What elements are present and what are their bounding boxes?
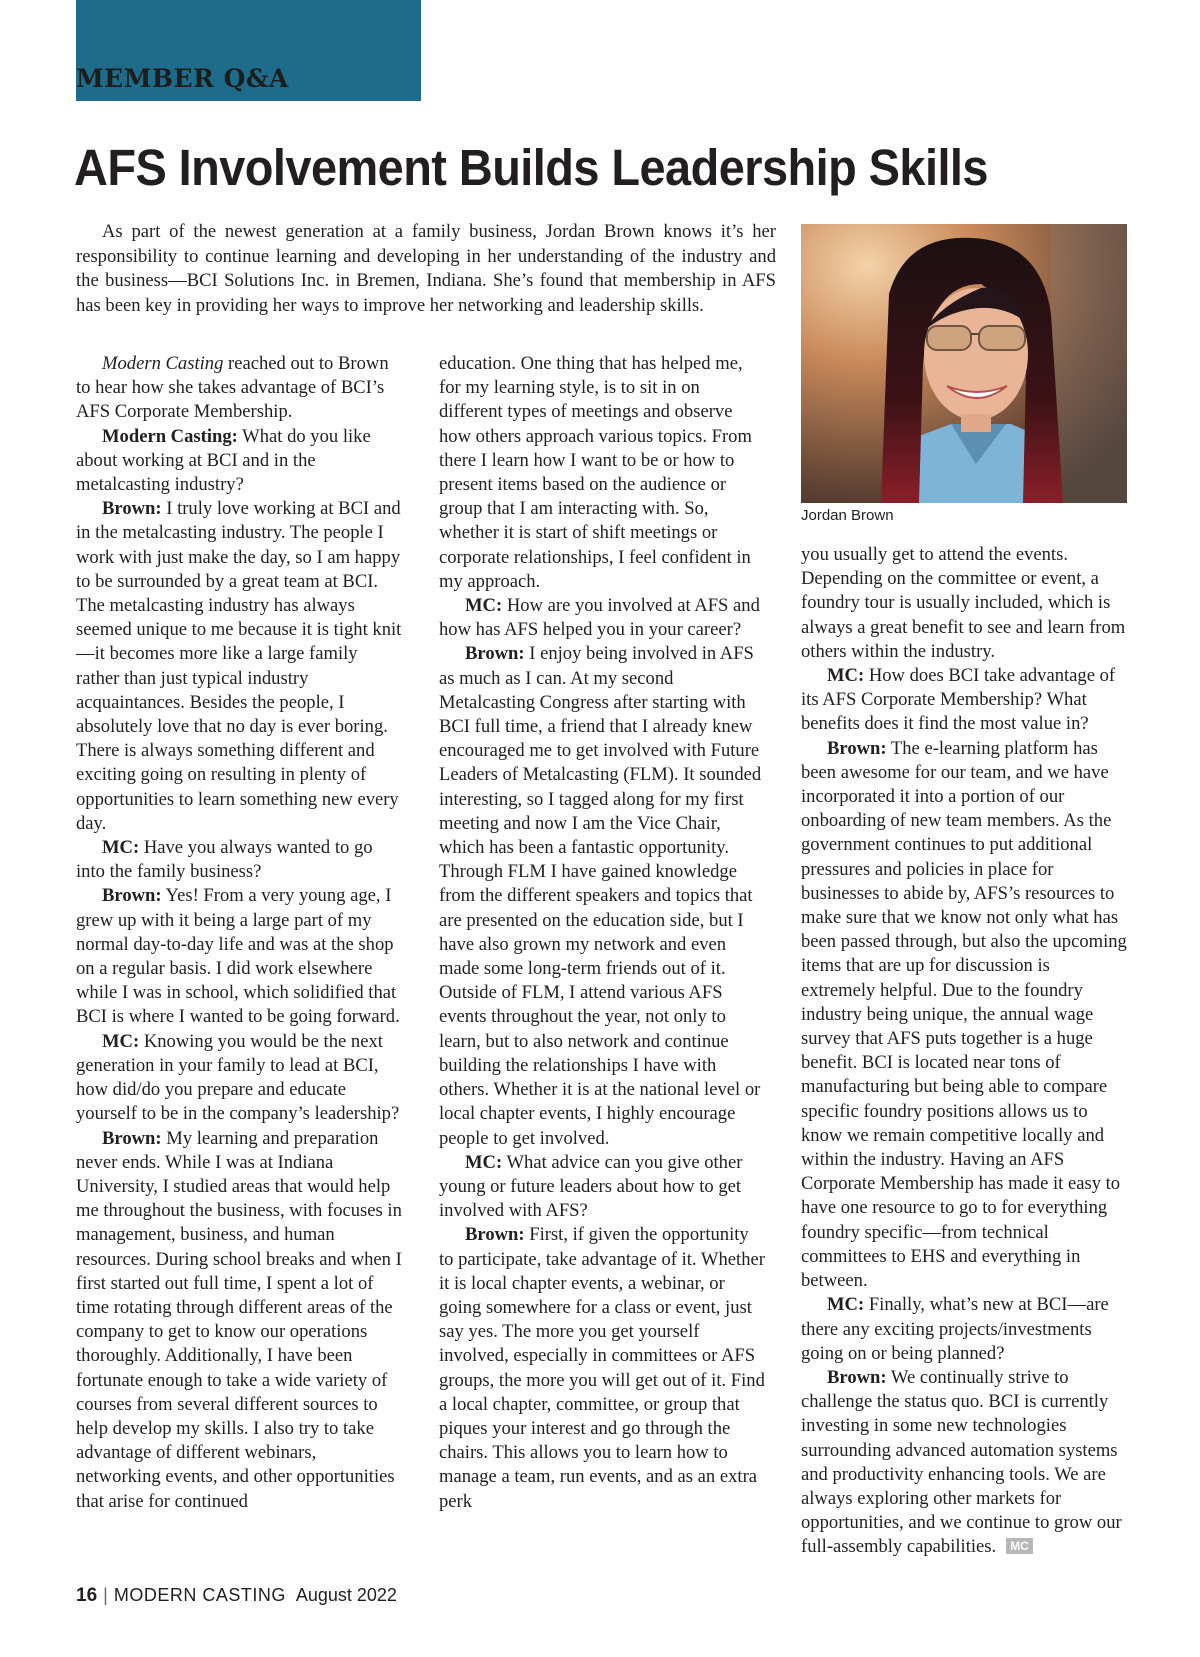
speaker-label: Brown: — [102, 1127, 162, 1149]
section-label: MEMBER Q&A — [76, 64, 289, 93]
article-column-2 — [439, 352, 765, 1562]
speaker-label: MC: — [465, 595, 503, 617]
question-4: MC: How are you involved at AFS and how has AFS helped you in your career? — [439, 595, 760, 641]
footer-separator: | — [103, 1585, 108, 1605]
speaker-label: Brown: — [465, 643, 525, 665]
question-7: MC: Finally, what’s new at BCI—are there any exciting projects/investments going on or being planned? — [801, 1294, 1109, 1364]
question-3: MC: Knowing you would be the next generation in your family to lead at BCI, how did/do you prepare and educate yourself to be in the company’s leadership? — [76, 1030, 400, 1125]
speaker-label: MC: — [827, 665, 865, 687]
article-intro: As part of the newest generation at a family business, Jordan Brown knows it’s her responsibility to continue learning and developing in her understanding of the industry and the business—BCI Solutions Inc. in Bremen, Indiana. She’s found that membership in AFS has been key in providing her ways to improve her networking and leadership skills. — [76, 221, 776, 316]
portrait-photo — [801, 224, 1127, 503]
article-column-3 — [801, 543, 1127, 1563]
answer-6: Brown: The e-learning platform has been awesome for our team, and we have incorporated it into a portion of our onboarding of new team members. As the government continues to put additional pressures and policies in place for businesses to abide by, AFS’s resources to make sure that we know not only what has been passed through, but also the upcoming items that are up for discussion is extremely helpful. Due to the foundry industry being unique, the annual wage survey that AFS puts together is a huge benefit. BCI is located near tons of manufacturing but being able to compare specific foundry positions allows us to know we remain competitive locally and within the industry. Having an AFS Corporate Membership has made it easy to have one resource to go to for everything foundry specific—from technical committees to EHS and everything in between. — [801, 737, 1127, 1292]
magazine-name: MODERN CASTING — [113, 1585, 286, 1605]
publication-name: Modern Casting — [102, 353, 224, 374]
answer-3: Brown: My learning and preparation never ends. While I was at Indiana University, I studied areas that would help me throughout the business, with focuses in management, business, and human resources. During school breaks and when I first started out full time, I spent a lot of time rotating through different areas of the company to get to know our operations thoroughly. Additionally, I have been fortunate enough to take a wide variety of courses from several different sources to help develop my skills. I also try to take advantage of different webinars, networking events, and other opportunities that arise for continued — [76, 1127, 402, 1512]
question-2: MC: Have you always wanted to go into the family business? — [76, 837, 373, 883]
speaker-label: MC: — [102, 837, 140, 859]
photo-caption: Jordan Brown — [801, 507, 894, 524]
answer-5-continued: you usually get to attend the events. Depending on the committee or event, a foundry tour is usually included, which is always a great benefit to see and learn from others within the industry. — [801, 544, 1126, 662]
page-footer — [76, 1585, 397, 1607]
speaker-label: Brown: — [102, 498, 162, 520]
page-number: 16 — [76, 1585, 98, 1606]
article-headline: AFS Involvement Builds Leadership Skills — [74, 139, 988, 196]
speaker-label: Brown: — [827, 1366, 887, 1388]
lead-paragraph: Modern Casting reached out to Brown to hear how she takes advantage of BCI’s AFS Corporate Membership. — [76, 353, 389, 423]
speaker-label: Modern Casting: — [102, 425, 238, 447]
answer-1: Brown: I truly love working at BCI and in the metalcasting industry. The people I work with just make the day, so I am happy to be surrounded by a great team at BCI. The metalcasting industry has always seemed unique to me because it is tight knit—it becomes more like a large family rather than just typical industry acquaintances. Besides the people, I absolutely love that no day is ever boring. There is always something different and exciting going on resulting in plenty of opportunities to learn something new every day. — [76, 498, 402, 834]
article-column-1 — [76, 352, 402, 1562]
question-6: MC: How does BCI take advantage of its AFS Corporate Membership? What benefits does it find the most value in? — [801, 665, 1116, 735]
speaker-label: MC: — [827, 1294, 865, 1316]
end-of-article-mark: MC — [1006, 1538, 1033, 1554]
answer-3-continued: education. One thing that has helped me, for my learning style, is to sit in on different types of meetings and observe how others approach various topics. From there I learn how I want to be or how to present items based on the audience or group that I am interacting with. So, whether it is start of shift meetings or corporate relationships, I feel confident in my approach. — [439, 353, 752, 592]
speaker-label: Brown: — [102, 885, 162, 907]
issue-date: August 2022 — [295, 1585, 397, 1605]
speaker-label: MC: — [465, 1151, 503, 1173]
answer-5: Brown: First, if given the opportunity to participate, take advantage of it. Whether it is local chapter events, a webinar, or going somewhere for a class or event, just say yes. The more you get yourself involved, especially in committees or AFS groups, the more you will get out of it. Find a local chapter, committee, or group that piques your interest and go through the chairs. This allows you to learn how to manage a team, run events, and as an extra perk — [439, 1224, 765, 1512]
speaker-label: Brown: — [465, 1224, 525, 1246]
speaker-label: Brown: — [827, 737, 887, 759]
question-5: MC: What advice can you give other young or future leaders about how to get involved with AFS? — [439, 1151, 743, 1222]
answer-4: Brown: I enjoy being involved in AFS as much as I can. At my second Metalcasting Congress after starting with BCI full time, a friend that I already knew encouraged me to get involved with Future Leaders of Metalcasting (FLM). It sounded interesting, so I tagged along for my first meeting and now I am the Vice Chair, which has been a fantastic opportunity. Through FLM I have gained knowledge from the different speakers and topics that are presented on the education side, but I have also grown my network and even made some long-term friends out of it. Outside of FLM, I attend various AFS events throughout the year, not only to learn, but to also network and continue building the relationships I have with others. Whether it is at the national level or local chapter events, I highly encourage people to get involved. — [439, 643, 762, 1149]
question-1: Modern Casting: What do you like about working at BCI and in the metalcasting industry? — [76, 425, 371, 496]
speaker-label: MC: — [102, 1030, 140, 1052]
answer-7: Brown: We continually strive to challenge the status quo. BCI is currently investing in some new technologies surrounding advanced automation systems and productivity enhancing tools. We are always exploring other markets for opportunities, and we continue to grow our full-assembly capabilities. MC — [801, 1366, 1122, 1558]
answer-2: Brown: Yes! From a very young age, I grew up with it being a large part of my normal day-to-day life and was at the shop on a regular basis. I did work elsewhere while I was in school, which solidified that BCI is where I wanted to be going forward. — [76, 885, 400, 1028]
